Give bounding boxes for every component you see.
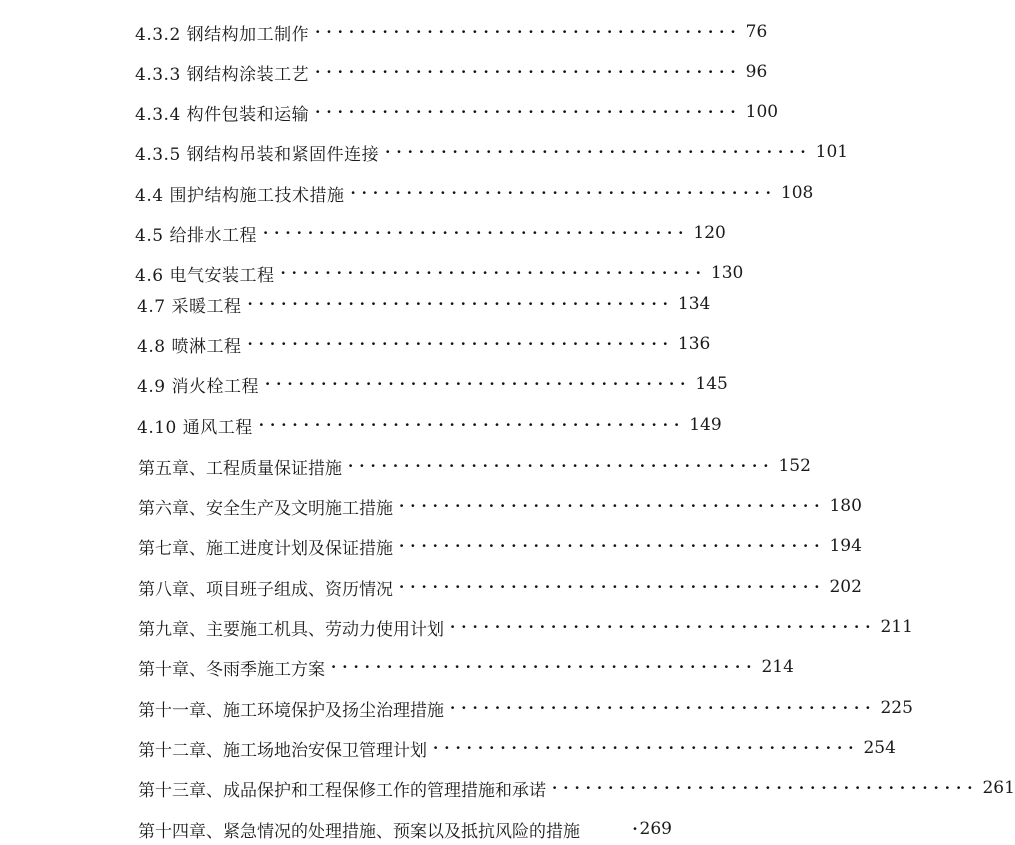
toc-entry-title: 4.3.4 构件包装和运输 (135, 104, 310, 125)
toc-dot-leader: ······································ (450, 699, 877, 717)
toc-entry-title: 第九章、主要施工机具、劳动力使用计划 (138, 619, 444, 640)
toc-entry[interactable] (135, 57, 768, 87)
toc-entry[interactable] (138, 491, 862, 521)
toc-entry-page: 136 (677, 334, 711, 354)
toc-entry[interactable] (135, 17, 768, 47)
toc-entry[interactable] (138, 814, 672, 844)
toc-entry-page: 254 (863, 738, 896, 758)
toc-dot-leader: ······································ (348, 457, 775, 475)
toc-entry[interactable] (137, 410, 722, 440)
toc-dot-leader: ······································ (399, 497, 826, 515)
toc-entry-page: 134 (677, 294, 711, 314)
toc-entry[interactable] (137, 289, 711, 319)
toc-entry[interactable] (138, 531, 862, 561)
toc-dot-leader: ······································ (247, 335, 674, 353)
toc-entry[interactable] (138, 693, 913, 723)
toc-dot-leader: ······································ (433, 739, 860, 757)
toc-entry-title: 4.7 采暖工程 (137, 296, 242, 317)
toc-entry-page: 180 (829, 496, 862, 516)
toc-entry[interactable] (135, 178, 814, 208)
toc-entry[interactable] (135, 137, 849, 167)
toc-dot-leader: ······································ (385, 143, 812, 161)
toc-entry-title: 第五章、工程质量保证措施 (138, 458, 342, 479)
toc-entry-page: 214 (761, 657, 794, 677)
toc-entry-page: 100 (745, 102, 779, 122)
toc-dot-leader: ······································ (450, 618, 877, 636)
toc-entry-title: 第十章、冬雨季施工方案 (138, 659, 325, 680)
toc-dot-leader: · (632, 820, 638, 838)
toc-entry[interactable] (138, 773, 1015, 803)
toc-entry-page: 225 (880, 698, 913, 718)
toc-entry-title: 第十四章、紧急情况的处理措施、预案以及抵抗风险的措施 (138, 821, 580, 842)
toc-entry-page: 130 (710, 263, 744, 283)
toc-dot-leader: ······································ (315, 103, 742, 121)
toc-dot-leader: ······································ (315, 23, 742, 41)
toc-dot-leader: ······································ (399, 537, 826, 555)
toc-entry-title: 第十一章、施工环境保护及扬尘治理措施 (138, 700, 444, 721)
toc-entry[interactable] (138, 451, 811, 481)
toc-dot-leader: ······································ (264, 375, 692, 393)
toc-entry-title: 第六章、安全生产及文明施工措施 (138, 498, 393, 519)
toc-entry-title: 4.9 消火栓工程 (137, 376, 259, 397)
toc-entry[interactable] (138, 652, 794, 682)
toc-entry-page: 269 (639, 819, 672, 839)
toc-entry-page: 101 (815, 142, 849, 162)
toc-entry-title: 4.3.3 钢结构涂装工艺 (135, 64, 310, 85)
toc-dot-leader: ······································ (552, 779, 979, 797)
toc-entry[interactable] (137, 329, 711, 359)
toc-entry-title: 4.4 围护结构施工技术措施 (135, 185, 345, 206)
toc-entry-title: 4.8 喷淋工程 (137, 336, 242, 357)
toc-entry-page: 120 (693, 223, 726, 243)
toc-entry-title: 第十三章、成品保护和工程保修工作的管理措施和承诺 (138, 780, 546, 801)
toc-entry[interactable] (137, 369, 728, 399)
toc-entry[interactable] (138, 612, 913, 642)
toc-entry[interactable] (138, 572, 862, 602)
toc-entry[interactable] (135, 258, 744, 288)
toc-entry-title: 4.5 给排水工程 (135, 225, 257, 246)
toc-entry-title: 第八章、项目班子组成、资历情况 (138, 579, 393, 600)
toc-dot-leader: ······································ (258, 416, 686, 434)
toc-entry[interactable] (135, 97, 779, 127)
toc-entry-page: 96 (745, 62, 768, 82)
toc-dot-leader: ······································ (350, 184, 777, 202)
toc-entry-page: 152 (778, 456, 811, 476)
toc-entry[interactable] (138, 733, 896, 763)
toc-entry-title: 第七章、施工进度计划及保证措施 (138, 538, 393, 559)
toc-entry-page: 108 (780, 183, 814, 203)
toc-dot-leader: ······································ (315, 63, 742, 81)
toc-entry-page: 211 (880, 617, 913, 637)
toc-dot-leader: ······································ (399, 578, 826, 596)
toc-dot-leader: ······································ (247, 295, 674, 313)
toc-entry-page: 76 (745, 22, 768, 42)
toc-entry-title: 4.3.2 钢结构加工制作 (135, 24, 310, 45)
toc-entry-title: 4.3.5 钢结构吊装和紧固件连接 (135, 144, 380, 165)
toc-dot-leader: ······································ (280, 264, 707, 282)
toc-dot-leader: ······································ (262, 224, 690, 242)
toc-entry[interactable] (135, 218, 726, 248)
toc-entry-title: 4.10 通风工程 (137, 417, 253, 438)
toc-entry-page: 202 (829, 577, 862, 597)
toc-entry-title: 4.6 电气安装工程 (135, 265, 275, 286)
toc-entry-page: 149 (689, 415, 722, 435)
toc-entry-title: 第十二章、施工场地治安保卫管理计划 (138, 740, 427, 761)
toc-entry-page: 145 (695, 374, 728, 394)
toc-entry-page: 194 (829, 536, 862, 556)
toc-entry-page: 261 (982, 778, 1015, 798)
toc-dot-leader: ······································ (331, 658, 758, 676)
